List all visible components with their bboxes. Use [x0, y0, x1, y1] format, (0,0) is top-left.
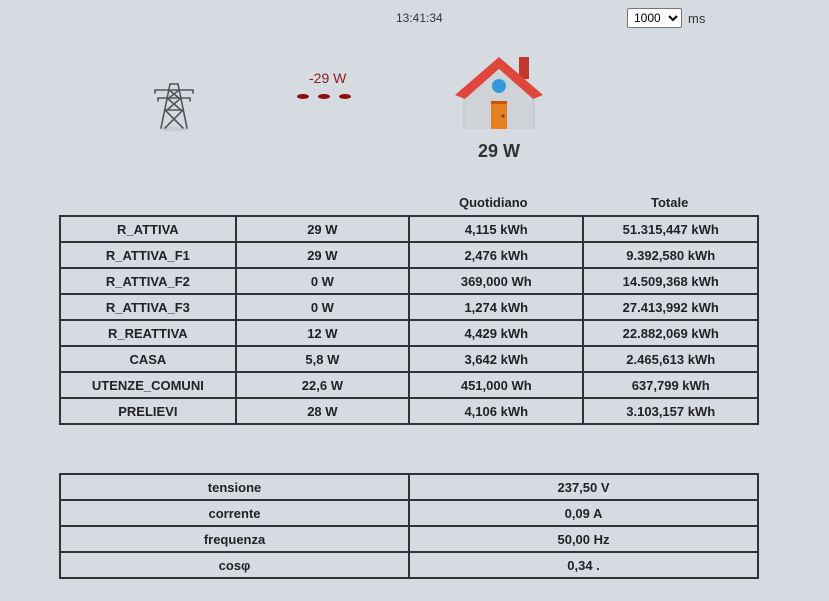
clock-time: 13:41:34	[396, 11, 443, 25]
table-row	[60, 474, 758, 500]
daily-energy: 4,106 kWh	[409, 398, 583, 424]
daily-energy: 4,115 kWh	[409, 216, 583, 242]
table-row	[60, 552, 758, 578]
total-energy: 22.882,069 kWh	[583, 320, 758, 346]
row-label: R_ATTIVA_F3	[60, 294, 236, 320]
measure-label: corrente	[60, 500, 409, 526]
flow-dot	[339, 94, 351, 99]
refresh-interval-unit: ms	[688, 10, 706, 26]
refresh-interval-select[interactable]	[627, 8, 682, 28]
table-row	[60, 526, 758, 552]
measure-value: 0,34 .	[409, 552, 758, 578]
row-label: R_ATTIVA	[60, 216, 236, 242]
table-row	[60, 500, 758, 526]
refresh-interval	[627, 8, 705, 28]
row-label: CASA	[60, 346, 236, 372]
house-icon	[453, 55, 545, 136]
row-label: R_ATTIVA_F2	[60, 268, 236, 294]
measure-value: 0,09 A	[409, 500, 758, 526]
row-label: PRELIEVI	[60, 398, 236, 424]
measure-value: 237,50 V	[409, 474, 758, 500]
instant-power: 0 W	[236, 268, 409, 294]
total-energy: 2.465,613 kWh	[583, 346, 758, 372]
measure-label: cosφ	[60, 552, 409, 578]
power-flow-indicator	[297, 94, 351, 99]
grid-power-value: -29 W	[309, 70, 347, 86]
measures-table	[59, 473, 759, 579]
energy-table	[59, 215, 759, 425]
column-header-quotidiano: Quotidiano	[459, 195, 528, 210]
house-power-value: 29 W	[478, 141, 521, 161]
total-energy: 51.315,447 kWh	[583, 216, 758, 242]
table-row	[60, 294, 758, 320]
total-energy: 637,799 kWh	[583, 372, 758, 398]
daily-energy: 451,000 Wh	[409, 372, 583, 398]
instant-power: 29 W	[236, 216, 409, 242]
power-tower-icon	[153, 80, 195, 137]
table-row	[60, 372, 758, 398]
daily-energy: 4,429 kWh	[409, 320, 583, 346]
column-header-totale: Totale	[651, 195, 689, 210]
flow-dot	[318, 94, 330, 99]
flow-dot	[297, 94, 309, 99]
total-energy: 9.392,580 kWh	[583, 242, 758, 268]
instant-power: 0 W	[236, 294, 409, 320]
instant-power: 22,6 W	[236, 372, 409, 398]
daily-energy: 2,476 kWh	[409, 242, 583, 268]
measure-value: 50,00 Hz	[409, 526, 758, 552]
instant-power: 28 W	[236, 398, 409, 424]
total-energy: 3.103,157 kWh	[583, 398, 758, 424]
instant-power: 5,8 W	[236, 346, 409, 372]
total-energy: 14.509,368 kWh	[583, 268, 758, 294]
row-label: UTENZE_COMUNI	[60, 372, 236, 398]
table-row	[60, 398, 758, 424]
table-row	[60, 268, 758, 294]
daily-energy: 369,000 Wh	[409, 268, 583, 294]
instant-power: 12 W	[236, 320, 409, 346]
table-row	[60, 216, 758, 242]
total-energy: 27.413,992 kWh	[583, 294, 758, 320]
instant-power: 29 W	[236, 242, 409, 268]
table-row	[60, 242, 758, 268]
table-row	[60, 320, 758, 346]
table-row	[60, 346, 758, 372]
measure-label: frequenza	[60, 526, 409, 552]
daily-energy: 3,642 kWh	[409, 346, 583, 372]
measure-label: tensione	[60, 474, 409, 500]
row-label: R_ATTIVA_F1	[60, 242, 236, 268]
daily-energy: 1,274 kWh	[409, 294, 583, 320]
row-label: R_REATTIVA	[60, 320, 236, 346]
